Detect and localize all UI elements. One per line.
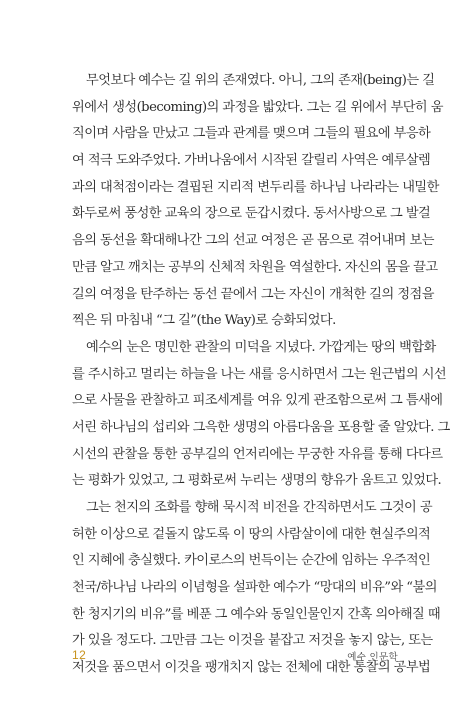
page-number: 12 (72, 648, 87, 662)
text-line: 천국/하나님 나라의 이념형을 설파한 예수가 “망대의 비유”와 “불의 (72, 580, 437, 596)
text-line: 허한 이상으로 겉돌지 않도록 이 땅의 사람살이에 대한 현실주의적 (72, 526, 431, 542)
text-line: 직이며 사람을 만났고 그들과 관계를 맺으며 그들의 필요에 부응하 (72, 126, 431, 142)
text-line: 음의 동선을 확대해나간 그의 선교 여정은 곧 몸으로 겪어내며 보는 (72, 233, 434, 249)
text-line: 서린 하나님의 섭리와 그윽한 생명의 아름다움을 포용할 줄 알았다. 그 (72, 419, 450, 435)
text-line: 는 평화가 있었고, 그 평화로써 누리는 생명의 향유가 움트고 있었다. (72, 473, 442, 489)
text-line: 한 청지기의 비유”를 베푼 그 예수와 동일인물인지 간혹 의아해질 때 (72, 606, 441, 622)
text-line: 인 지혜에 충실했다. 카이로스의 번득이는 순간에 임하는 우주적인 (72, 553, 431, 569)
text-line: 과의 대척점이라는 결핍된 지리적 변두리를 하나님 나라라는 내밀한 (72, 179, 439, 195)
text-line: 가 있을 정도다. 그만큼 그는 이것을 붙잡고 저것을 놓지 않는, 또는 (72, 633, 433, 649)
text-line: 그는 천지의 조화를 향해 묵시적 비전을 간직하면서도 그것이 공 (86, 500, 433, 515)
text-line: 위에서 생성(becoming)의 과정을 밟았다. 그는 길 위에서 부단히 움 (72, 99, 443, 115)
text-line: 화두로써 풍성한 교육의 장으로 둔갑시켰다. 동서사방으로 그 발걸 (72, 206, 431, 222)
text-line: 를 주시하고 멀리는 하늘을 나는 새를 응시하면서 그는 원근법의 시선 (72, 366, 447, 382)
running-title: 예수 인문학 (347, 652, 398, 663)
text-line: 무엇보다 예수는 길 위의 존재였다. 아니, 그의 존재(being)는 길 (86, 73, 435, 88)
text-line: 여 적극 도와주었다. 가버나움에서 시작된 갈릴리 사역은 예루살렘 (72, 153, 431, 169)
body-text (72, 68, 450, 682)
text-line: 길의 여정을 탄주하는 동선 끝에서 그는 자신이 개척한 길의 정점을 (72, 286, 434, 302)
page-footer (72, 648, 398, 668)
text-line: 시선의 관찰을 통한 공부길의 언저리에는 무궁한 자유를 통해 다다르 (72, 446, 443, 462)
text-line: 저것을 품으면서 이것을 팽개치지 않는 전체에 대한 통찰의 공부법 (72, 660, 431, 676)
text-line: 만큼 알고 깨치는 공부의 신체적 차원을 역설한다. 자신의 몸을 끌고 (72, 259, 438, 275)
text-line: 찍은 뒤 마침내 “그 길”(the Way)로 승화되었다. (72, 313, 336, 329)
text-line: 예수의 눈은 명민한 관찰의 미덕을 지녔다. 가깝게는 땅의 백합화 (86, 339, 436, 355)
text-line: 으로 사물을 관찰하고 피조세계를 여유 있게 관조함으로써 그 틈새에 (72, 393, 443, 409)
